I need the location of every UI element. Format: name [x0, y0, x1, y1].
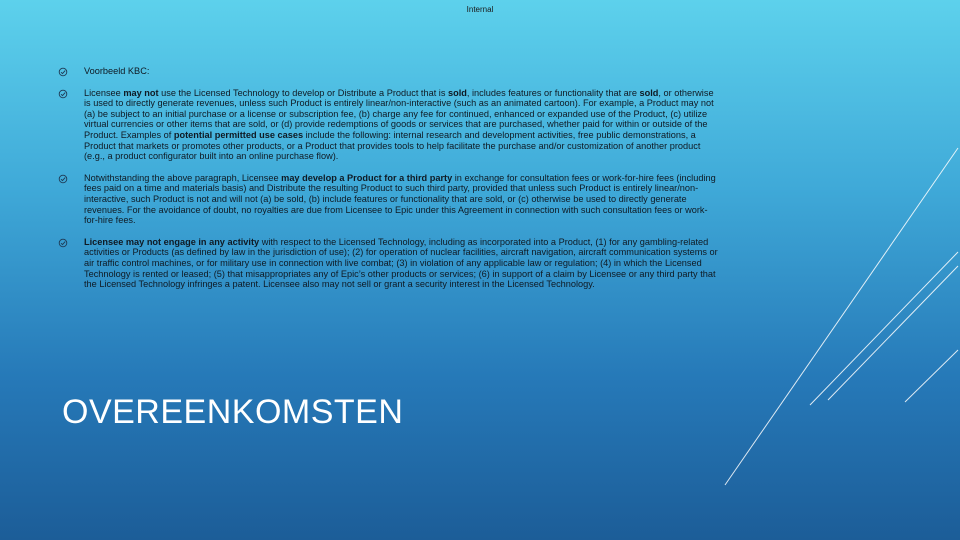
bullet-emphasis: may develop a Product for a third party [281, 172, 453, 183]
bullet-text [84, 88, 714, 162]
bullet-emphasis: potential permitted use cases [173, 129, 304, 140]
bullet-segment: Notwithstanding the above paragraph, Licensee [84, 172, 282, 183]
slide-title: OVEREENKOMSTEN [62, 393, 404, 431]
bullet-item [58, 173, 718, 226]
circle-check-icon [58, 89, 68, 99]
classification-label: Internal [466, 5, 494, 14]
bullet-text [84, 173, 716, 225]
bullet-emphasis: sold [448, 87, 467, 98]
circle-check-icon [58, 238, 68, 248]
bullet-segment: in exchange for consultation fees or work-for-hire fees (including fees paid on a time and materials basis) and Distribute the resulting Product to such third party, provided that unless such Product is entirely linear/non-interactive, such Product is not and will not (a) be sold, (b) include features or functionality that are sold, or (c) otherwise be used to directly generate revenues. For the avoidance of doubt, no royalties are due from Licensee to Epic under this Agreement in connection with such consultation fees or work-for-hire fees. [84, 172, 716, 226]
bullet-segment: with respect to the Licensed Technology, including as incorporated into a Product, (1) for any gambling-related activities or Products (as defined by law in the jurisdiction of use); (2) for operation of nuclear facilities, aircraft navigation, aircraft communication systems or air traffic control machines, or for military use in connection with live combat; (3) in violation of any applicable law or regulation; (4) in which the Licensed Technology is rented or leased; (5) that misappropriates any of Epic’s other products or services; (6) in support of a claim by Licensee or any third party that the Licensed Technology infringes a patent. Licensee also may not sell or grant a security interest in the Licensed Technology. [84, 236, 718, 290]
bullet-emphasis: sold [639, 87, 659, 98]
bullet-list [58, 66, 718, 301]
circle-check-icon [58, 174, 68, 184]
bullet-segment: Licensee [84, 87, 124, 98]
bullet-segment: include the following: internal research and development activities, free public demonstrations, a Product that markets or promotes other products, or a Product that provides tools to help facilitate the purchase and/or customization of another product (e.g., a product configurator built into an online purchase flow). [84, 129, 701, 162]
bullet-item [58, 66, 718, 77]
bullet-item [58, 237, 718, 290]
bullet-item [58, 88, 718, 162]
bullet-segment: use the Licensed Technology to develop or Distribute a Product that is [158, 87, 448, 98]
bullet-segment: Voorbeeld KBC: [84, 66, 150, 76]
bullet-segment: , or otherwise is used to directly generate revenues, unless such Product is entirely linear/non-interactive (such as an animated cartoon). For example, a Product may not (a) be subject to an initial purchase or a license or subscription fee, (b) charge any fee for continued, enhanced or expanded use of the Product, (c) utilize virtual currencies or other items that are sold, or (d) provide redemptions of goods or services that are purchased, whether paid for within or outside of the Product. Examples of [84, 87, 714, 140]
bullet-emphasis: Licensee may not engage in any activity [84, 236, 260, 247]
bullet-text [84, 66, 149, 76]
bullet-segment: , includes features or functionality that are [466, 87, 640, 98]
bullet-text [84, 237, 718, 289]
bullet-emphasis: may not [123, 87, 159, 98]
circle-check-icon [58, 67, 68, 77]
